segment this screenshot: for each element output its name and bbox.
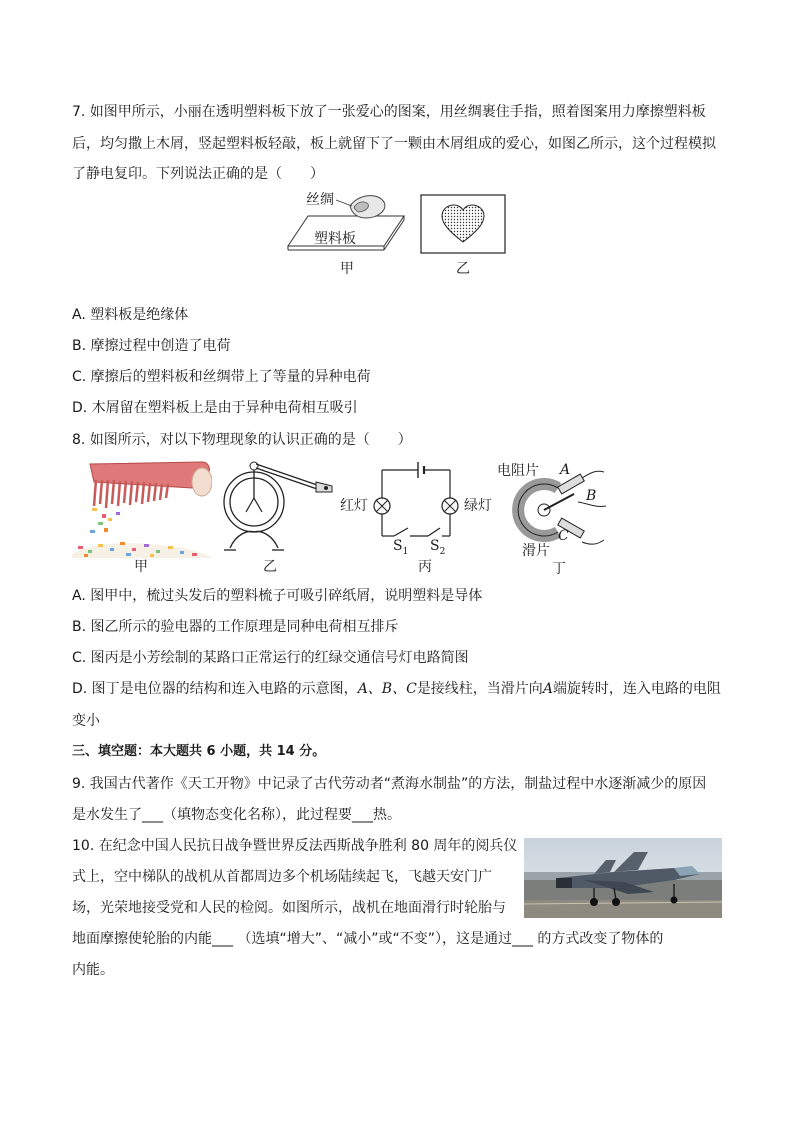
q7-line-2: 后，均匀撒上木屑，竖起塑料板轻敲，板上就留下了一颗由木屑组成的爱心，如图乙所示，这个过程模拟 xyxy=(72,136,716,152)
q8-resistor-label: 电阻片 xyxy=(497,463,539,479)
q10-line-5: 内能。 xyxy=(72,962,114,978)
q10-line-4: 地面摩擦使轮胎的内能___ （选填“增大”、“减小”或“不变”），这是通过___ 的方式改变了物体的 xyxy=(72,931,664,947)
q7-line-1: 7. 如图甲所示，小丽在透明塑料板下放了一张爱心的图案，用丝绸裹住手指，照着图案用力摩擦塑料板 xyxy=(72,104,706,120)
q8-caption-yi: 乙 xyxy=(263,559,277,575)
q8-green-lamp-label: 绿灯 xyxy=(464,498,492,514)
q10-line-1: 10. 在纪念中国人民抗日战争暨世界反法西斯战争胜利 80 周年的阅兵仪 xyxy=(72,838,518,854)
q8-switch-s2: $S_2$ xyxy=(430,538,446,557)
q8-caption-jia: 甲 xyxy=(134,559,148,575)
q8-switch-s1: $S_1$ xyxy=(393,538,409,557)
q7-option-b: B. 摩擦过程中创造了电荷 xyxy=(72,338,231,354)
q8-option-a: A. 图甲中，梳过头发后的塑料梳子可吸引碎纸屑，说明塑料是导体 xyxy=(72,588,483,604)
q10-fighter-jet-photo xyxy=(524,838,722,918)
section-3-heading: 三、填空题：本大题共 6 小题，共 14 分。 xyxy=(72,744,326,759)
q10-line-2: 式上，空中梯队的战机从首都周边多个机场陆续起飞，飞越天安门广 xyxy=(72,869,492,885)
q7-plate-label: 塑料板 xyxy=(314,231,356,247)
q9-line-2: 是水发生了___（填物态变化名称），此过程要___热。 xyxy=(72,807,401,823)
q9-line-1: 9. 我国古代著作《天工开物》中记录了古代劳动者“煮海水制盐”的方法，制盐过程中水逐渐减少的原因 xyxy=(72,776,707,792)
q7-line-3: 了静电复印。下列说法正确的是（ ） xyxy=(72,166,324,182)
q7-figure-yi xyxy=(420,194,506,254)
q8-option-d: D. 图丁是电位器的结构和连入电路的示意图，A、B、C是接线柱，当滑片向A端旋转时，连入电路的电阻 xyxy=(72,681,721,697)
q8-option-b: B. 图乙所示的验电器的工作原理是同种电荷相互排斥 xyxy=(72,619,399,635)
q8-stem: 8. 如图所示，对以下物理现象的认识正确的是（ ） xyxy=(72,432,412,448)
q7-caption-yi: 乙 xyxy=(456,261,470,277)
q7-silk-label: 丝绸 xyxy=(306,192,334,208)
q8-slider-label: 滑片 xyxy=(522,543,550,559)
q8-terminal-c: C xyxy=(558,528,569,544)
q8-terminal-a: A xyxy=(560,462,571,478)
q10-line-3: 场，光荣地接受党和人民的检阅。如图所示，战机在地面滑行时轮胎与 xyxy=(72,900,506,916)
q8-caption-ding: 丁 xyxy=(552,561,566,577)
q7-option-d: D. 木屑留在塑料板上是由于异种电荷相互吸引 xyxy=(72,400,358,416)
q8-option-c: C. 图丙是小芳绘制的某路口正常运行的红绿交通信号灯电路简图 xyxy=(72,650,469,666)
q8-red-lamp-label: 红灯 xyxy=(340,498,368,514)
q7-option-a: A. 塑料板是绝缘体 xyxy=(72,307,189,323)
q7-option-c: C. 摩擦后的塑料板和丝绸带上了等量的异种电荷 xyxy=(72,369,371,385)
q7-caption-jia: 甲 xyxy=(340,261,354,277)
q8-figure-comb xyxy=(72,458,212,560)
q8-figure-electroscope xyxy=(216,458,340,562)
q8-terminal-b: B xyxy=(586,488,597,504)
q8-option-d-continued: 变小 xyxy=(72,713,100,729)
q8-caption-bing: 丙 xyxy=(418,559,432,575)
